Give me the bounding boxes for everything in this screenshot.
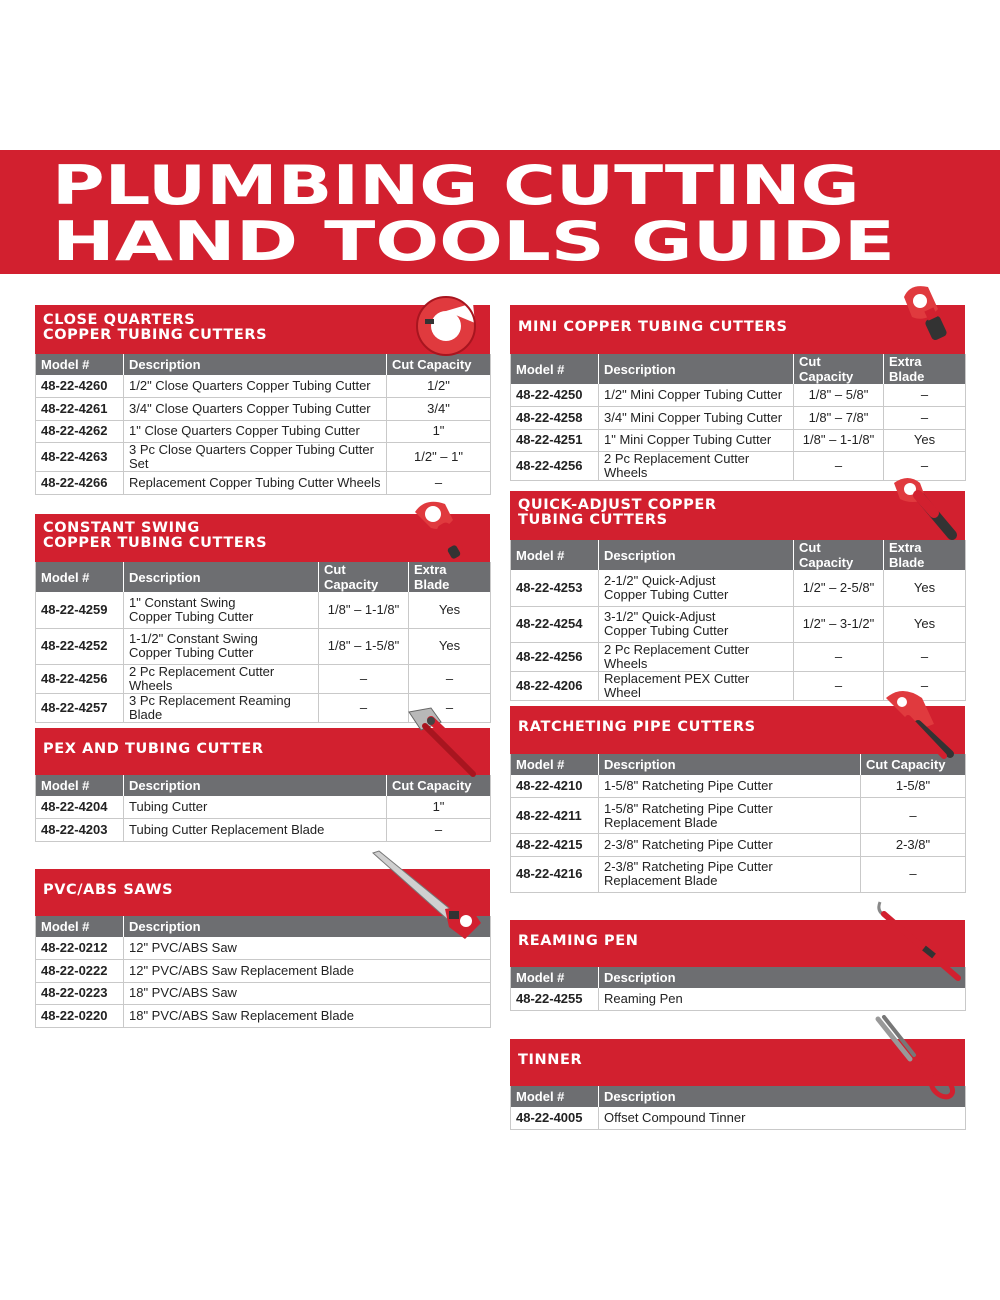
table-row	[36, 982, 491, 1005]
table-row	[36, 960, 491, 983]
table-row	[36, 592, 491, 628]
description: 18" PVC/ABS Saw Replacement Blade	[124, 1005, 491, 1028]
table-row	[511, 384, 966, 407]
table-row	[511, 1107, 966, 1130]
model-number: 48-22-4204	[36, 796, 124, 819]
extra-blade: –	[884, 407, 966, 430]
header-description: Description	[124, 775, 387, 796]
section-title-line-1: CONSTANT SWING	[43, 520, 200, 536]
cut-capacity: 1/8" – 7/8"	[794, 407, 884, 430]
cut-capacity: 1"	[387, 420, 491, 443]
section-pvc-saws	[35, 869, 490, 1028]
section-quick-adjust	[510, 491, 965, 701]
section-header	[510, 706, 965, 754]
header-cut-capacity: Cut Capacity	[794, 354, 884, 384]
description-line-2: Copper Tubing Cutter	[129, 645, 254, 660]
cut-capacity: 1"	[387, 796, 491, 819]
constant-swing-cutter-icon	[405, 492, 475, 562]
model-number: 48-22-4250	[511, 384, 599, 407]
header-model: Model #	[511, 354, 599, 384]
cut-capacity: –	[387, 472, 491, 495]
description	[124, 628, 319, 664]
pvc-saw-icon	[369, 849, 489, 941]
model-number: 48-22-4256	[36, 664, 124, 693]
table-row	[511, 429, 966, 452]
model-number: 48-22-4252	[36, 628, 124, 664]
header-model: Model #	[36, 775, 124, 796]
constant-swing-table	[35, 562, 491, 723]
description: Reaming Pen	[599, 988, 966, 1011]
header-model: Model #	[511, 1086, 599, 1107]
header-extra-blade: Extra Blade	[409, 562, 491, 592]
model-number: 48-22-4266	[36, 472, 124, 495]
description	[599, 606, 794, 642]
table-row	[511, 988, 966, 1011]
section-constant-swing	[35, 514, 490, 723]
table-row	[511, 606, 966, 642]
quick-adjust-table	[510, 540, 966, 701]
model-number: 48-22-4255	[511, 988, 599, 1011]
header-extra-blade: Extra Blade	[884, 540, 966, 570]
table-row	[511, 570, 966, 606]
model-number: 48-22-4256	[511, 452, 599, 481]
header-description: Description	[124, 916, 491, 937]
header-cut-capacity: Cut Capacity	[794, 540, 884, 570]
table-row	[36, 472, 491, 495]
model-number: 48-22-4206	[511, 671, 599, 700]
model-number: 48-22-4251	[511, 429, 599, 452]
description: 12" PVC/ABS Saw	[124, 937, 491, 960]
section-header	[35, 514, 490, 562]
section-header	[35, 305, 490, 354]
table-row	[36, 1005, 491, 1028]
section-header	[510, 305, 965, 354]
page-title-line-2: HAND TOOLS GUIDE	[52, 210, 896, 273]
model-number: 48-22-4211	[511, 798, 599, 834]
header-model: Model #	[36, 562, 124, 592]
section-title: MINI COPPER TUBING CUTTERS	[518, 319, 788, 335]
description: Offset Compound Tinner	[599, 1107, 966, 1130]
table-row	[511, 642, 966, 671]
header-extra-blade: Extra Blade	[884, 354, 966, 384]
model-number: 48-22-4254	[511, 606, 599, 642]
model-number: 48-22-0220	[36, 1005, 124, 1028]
model-number: 48-22-0222	[36, 960, 124, 983]
description-line-2: Copper Tubing Cutter	[604, 586, 729, 602]
table-row	[36, 420, 491, 443]
section-ratcheting	[510, 706, 965, 893]
header-model: Model #	[511, 754, 599, 775]
description: Tubing Cutter	[124, 796, 387, 819]
header-cut-capacity: Cut Capacity	[319, 562, 409, 592]
model-number: 48-22-4253	[511, 570, 599, 606]
close-quarters-cutter-icon	[413, 293, 479, 359]
table-row	[36, 664, 491, 693]
section-title: PEX AND TUBING CUTTER	[43, 741, 264, 757]
section-header	[35, 869, 490, 916]
table-row	[36, 628, 491, 664]
table-row	[511, 834, 966, 857]
cut-capacity: –	[319, 693, 409, 722]
description-line-2: Replacement Blade	[604, 873, 718, 888]
header-description: Description	[599, 540, 794, 570]
description-line-2: Copper Tubing Cutter	[604, 623, 729, 638]
cut-capacity: 1/8" – 1-1/8"	[319, 592, 409, 628]
description: 2 Pc Replacement Cutter Wheels	[599, 452, 794, 481]
description: 1-5/8" Ratcheting Pipe Cutter	[599, 775, 861, 798]
description-line-2: Replacement Blade	[604, 814, 718, 830]
model-number: 48-22-4256	[511, 642, 599, 671]
cut-capacity: –	[861, 798, 966, 834]
description: Replacement PEX Cutter Wheel	[599, 671, 794, 700]
description: 1/2" Mini Copper Tubing Cutter	[599, 384, 794, 407]
header-cut-capacity: Cut Capacity	[861, 754, 966, 775]
section-header	[510, 491, 965, 540]
description-line-1: 1-5/8" Ratcheting Pipe Cutter	[604, 800, 773, 816]
table-row	[511, 798, 966, 834]
description: 3 Pc Replacement Reaming Blade	[124, 693, 319, 722]
tinner-snips-icon	[870, 1015, 962, 1103]
header-description: Description	[599, 354, 794, 384]
mini-copper-cutter-icon	[890, 279, 962, 355]
description: 1" Close Quarters Copper Tubing Cutter	[124, 420, 387, 443]
cut-capacity: 2-3/8"	[861, 834, 966, 857]
description-line-1: 2-3/8" Ratcheting Pipe Cutter	[604, 859, 773, 874]
section-title: RATCHETING PIPE CUTTERS	[518, 719, 756, 735]
model-number: 48-22-0223	[36, 982, 124, 1005]
description: Replacement Copper Tubing Cutter Wheels	[124, 472, 387, 495]
section-reaming-pen	[510, 920, 965, 1011]
cut-capacity: 3/4"	[387, 398, 491, 421]
table-row	[36, 819, 491, 842]
table-row	[511, 775, 966, 798]
description	[599, 798, 861, 834]
model-number: 48-22-4260	[36, 375, 124, 398]
header-description: Description	[124, 562, 319, 592]
extra-blade: –	[884, 671, 966, 700]
model-number: 48-22-4258	[511, 407, 599, 430]
section-title: PVC/ABS SAWS	[43, 882, 174, 898]
extra-blade: –	[884, 452, 966, 481]
cut-capacity: 1/8" – 5/8"	[794, 384, 884, 407]
header-model: Model #	[511, 540, 599, 570]
model-number: 48-22-4261	[36, 398, 124, 421]
model-number: 48-22-4262	[36, 420, 124, 443]
description-line-1: 1-1/2" Constant Swing	[129, 631, 258, 646]
mini-copper-table	[510, 354, 966, 481]
description-line-1: 3-1/2" Quick-Adjust	[604, 609, 716, 624]
model-number: 48-22-4257	[36, 693, 124, 722]
header-description: Description	[599, 967, 966, 988]
cut-capacity: –	[387, 819, 491, 842]
extra-blade: –	[884, 642, 966, 671]
page-title-line-1: PLUMBING CUTTING	[52, 154, 860, 217]
section-title-line-1: QUICK-ADJUST COPPER	[518, 497, 717, 513]
extra-blade: Yes	[884, 570, 966, 606]
extra-blade: –	[409, 664, 491, 693]
header-cut-capacity: Cut Capacity	[387, 775, 491, 796]
extra-blade: Yes	[409, 628, 491, 664]
section-mini-copper	[510, 305, 965, 481]
reaming-pen-icon	[874, 898, 966, 984]
table-row	[36, 398, 491, 421]
description: 1" Mini Copper Tubing Cutter	[599, 429, 794, 452]
section-close-quarters	[35, 305, 490, 495]
section-title-line-1: CLOSE QUARTERS	[43, 312, 196, 328]
description: 3 Pc Close Quarters Copper Tubing Cutter Set	[124, 443, 387, 472]
section-tinner	[510, 1039, 965, 1130]
header-model: Model #	[36, 354, 124, 375]
description	[124, 592, 319, 628]
section-title: TINNER	[518, 1052, 583, 1068]
model-number: 48-22-4263	[36, 443, 124, 472]
extra-blade: –	[409, 693, 491, 722]
table-row	[36, 375, 491, 398]
description: 18" PVC/ABS Saw	[124, 982, 491, 1005]
table-row	[36, 443, 491, 472]
table-row	[36, 796, 491, 819]
description: Tubing Cutter Replacement Blade	[124, 819, 387, 842]
section-pex-cutter	[35, 728, 490, 842]
description: 3/4" Mini Copper Tubing Cutter	[599, 407, 794, 430]
cut-capacity: 1/8" – 1-5/8"	[319, 628, 409, 664]
model-number: 48-22-4259	[36, 592, 124, 628]
cut-capacity: –	[319, 664, 409, 693]
description: 2 Pc Replacement Cutter Wheels	[599, 642, 794, 671]
close-quarters-table	[35, 354, 491, 495]
pex-cutter-icon	[401, 704, 491, 780]
header-cut-capacity: Cut Capacity	[387, 354, 491, 375]
cut-capacity: 1/8" – 1-1/8"	[794, 429, 884, 452]
cut-capacity: 1/2" – 3-1/2"	[794, 606, 884, 642]
model-number: 48-22-4216	[511, 856, 599, 892]
description: 2 Pc Replacement Cutter Wheels	[124, 664, 319, 693]
header-description: Description	[124, 354, 387, 375]
description: 1/2" Close Quarters Copper Tubing Cutter	[124, 375, 387, 398]
description: 2-3/8" Ratcheting Pipe Cutter	[599, 834, 861, 857]
cut-capacity: 1-5/8"	[861, 775, 966, 798]
header-model: Model #	[36, 916, 124, 937]
header-description: Description	[599, 754, 861, 775]
table-row	[511, 407, 966, 430]
description	[599, 856, 861, 892]
description	[599, 570, 794, 606]
description: 12" PVC/ABS Saw Replacement Blade	[124, 960, 491, 983]
extra-blade: Yes	[884, 606, 966, 642]
cut-capacity: –	[794, 452, 884, 481]
section-title-line-2: COPPER TUBING CUTTERS	[43, 327, 268, 343]
header-description: Description	[599, 1086, 966, 1107]
section-header	[510, 1039, 965, 1086]
section-title: REAMING PEN	[518, 933, 639, 949]
cut-capacity: 1/2"	[387, 375, 491, 398]
ratcheting-cutter-icon	[878, 684, 962, 760]
cut-capacity: 1/2" – 2-5/8"	[794, 570, 884, 606]
table-row	[511, 856, 966, 892]
description-line-1: 2-1/2" Quick-Adjust	[604, 572, 716, 588]
cut-capacity: –	[794, 642, 884, 671]
model-number: 48-22-4005	[511, 1107, 599, 1130]
cut-capacity: 1/2" – 1"	[387, 443, 491, 472]
cut-capacity: –	[861, 856, 966, 892]
extra-blade: –	[884, 384, 966, 407]
model-number: 48-22-0212	[36, 937, 124, 960]
description-line-1: 1" Constant Swing	[129, 594, 236, 610]
extra-blade: Yes	[409, 592, 491, 628]
model-number: 48-22-4203	[36, 819, 124, 842]
model-number: 48-22-4215	[511, 834, 599, 857]
cut-capacity: –	[794, 671, 884, 700]
header-model: Model #	[511, 967, 599, 988]
extra-blade: Yes	[884, 429, 966, 452]
pex-cutter-table	[35, 775, 491, 842]
section-header	[35, 728, 490, 775]
description-line-2: Copper Tubing Cutter	[129, 608, 254, 624]
ratcheting-table	[510, 754, 966, 893]
quick-adjust-cutter-icon	[878, 473, 962, 545]
section-title-line-2: COPPER TUBING CUTTERS	[43, 535, 268, 551]
section-header	[510, 920, 965, 967]
model-number: 48-22-4210	[511, 775, 599, 798]
description: 3/4" Close Quarters Copper Tubing Cutter	[124, 398, 387, 421]
section-title-line-2: TUBING CUTTERS	[518, 512, 668, 528]
